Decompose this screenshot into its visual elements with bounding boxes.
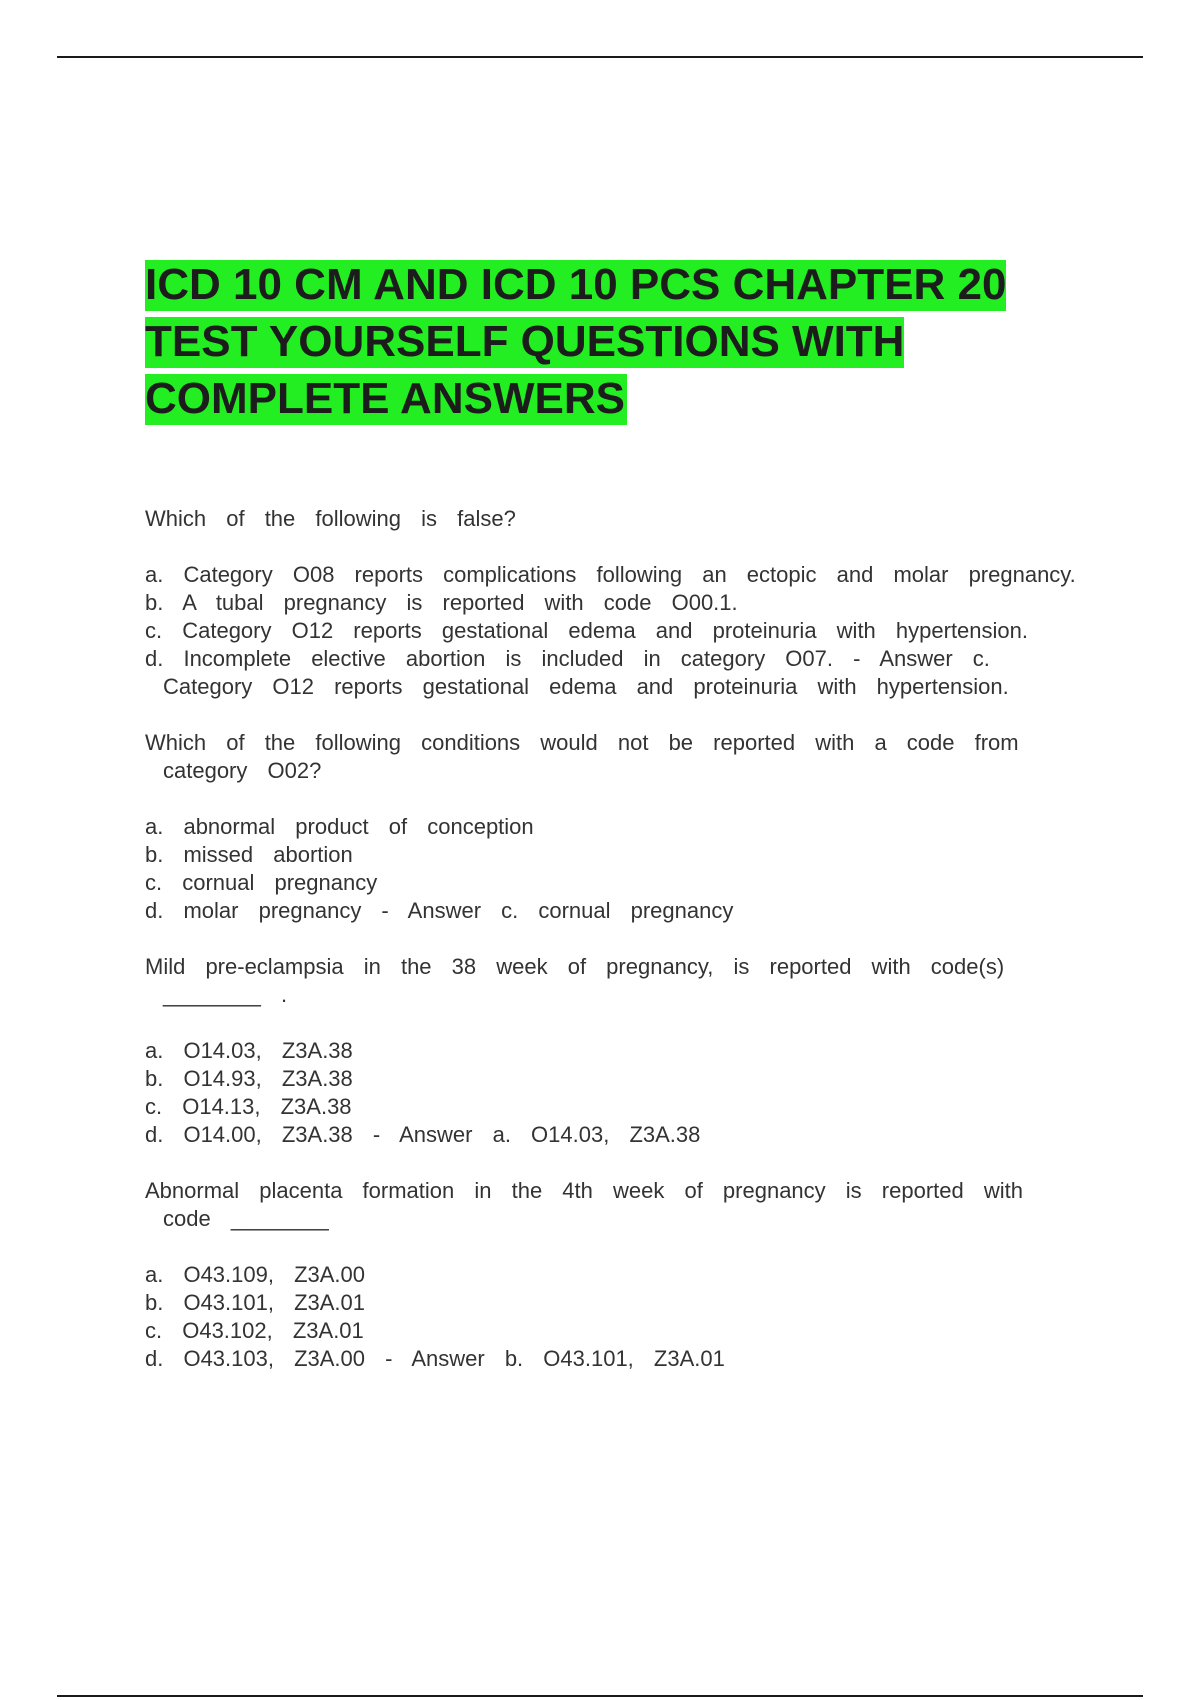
option-d-with-answer: d. Incomplete elective abortion is included in category O07. - Answer c. Category O12 reports gestational edema and proteinuria with hypertension. — [145, 646, 1009, 699]
question-list — [145, 505, 1085, 1373]
header-rule — [57, 56, 1143, 58]
option-a: a. O14.03, Z3A.38 — [145, 1038, 353, 1063]
option-b: b. missed abortion — [145, 842, 353, 867]
question-text: Abnormal placenta formation in the 4th week of pregnancy is reported with code ________ — [145, 1178, 1023, 1231]
question-text: Which of the following is false? — [145, 506, 516, 531]
option-a: a. Category O08 reports complications following an ectopic and molar pregnancy. — [145, 562, 1076, 587]
option-d-with-answer: d. molar pregnancy - Answer c. cornual pregnancy — [145, 898, 734, 923]
option-c: c. O14.13, Z3A.38 — [145, 1094, 352, 1119]
option-b: b. O14.93, Z3A.38 — [145, 1066, 353, 1091]
question-text: Which of the following conditions would not be reported with a code from category O02? — [145, 730, 1019, 783]
footer-rule — [57, 1695, 1143, 1697]
option-list — [145, 1037, 1085, 1149]
option-c: c. Category O12 reports gestational edema and proteinuria with hypertension. — [145, 618, 1028, 643]
option-list — [145, 1261, 1085, 1373]
question-text: Mild pre-eclampsia in the 38 week of pregnancy, is reported with code(s) ________ . — [145, 954, 1005, 1007]
option-a: a. abnormal product of conception — [145, 814, 534, 839]
option-a: a. O43.109, Z3A.00 — [145, 1262, 366, 1287]
title-highlight: ICD 10 CM AND ICD 10 PCS CHAPTER 20 TEST YOURSELF QUESTIONS WITH COMPLETE ANSWERS — [145, 260, 1007, 423]
option-list — [145, 813, 1085, 925]
question-block — [145, 1177, 1085, 1373]
option-c: c. O43.102, Z3A.01 — [145, 1318, 364, 1343]
document-title — [145, 256, 1075, 427]
option-d-with-answer: d. O14.00, Z3A.38 - Answer a. O14.03, Z3A.38 — [145, 1122, 701, 1147]
question-block — [145, 953, 1085, 1149]
question-block — [145, 729, 1085, 925]
option-b: b. A tubal pregnancy is reported with code O00.1. — [145, 590, 738, 615]
question-block — [145, 505, 1085, 701]
option-b: b. O43.101, Z3A.01 — [145, 1290, 366, 1315]
option-c: c. cornual pregnancy — [145, 870, 378, 895]
option-d-with-answer: d. O43.103, Z3A.00 - Answer b. O43.101, Z3A.01 — [145, 1346, 725, 1371]
option-list — [145, 561, 1085, 701]
